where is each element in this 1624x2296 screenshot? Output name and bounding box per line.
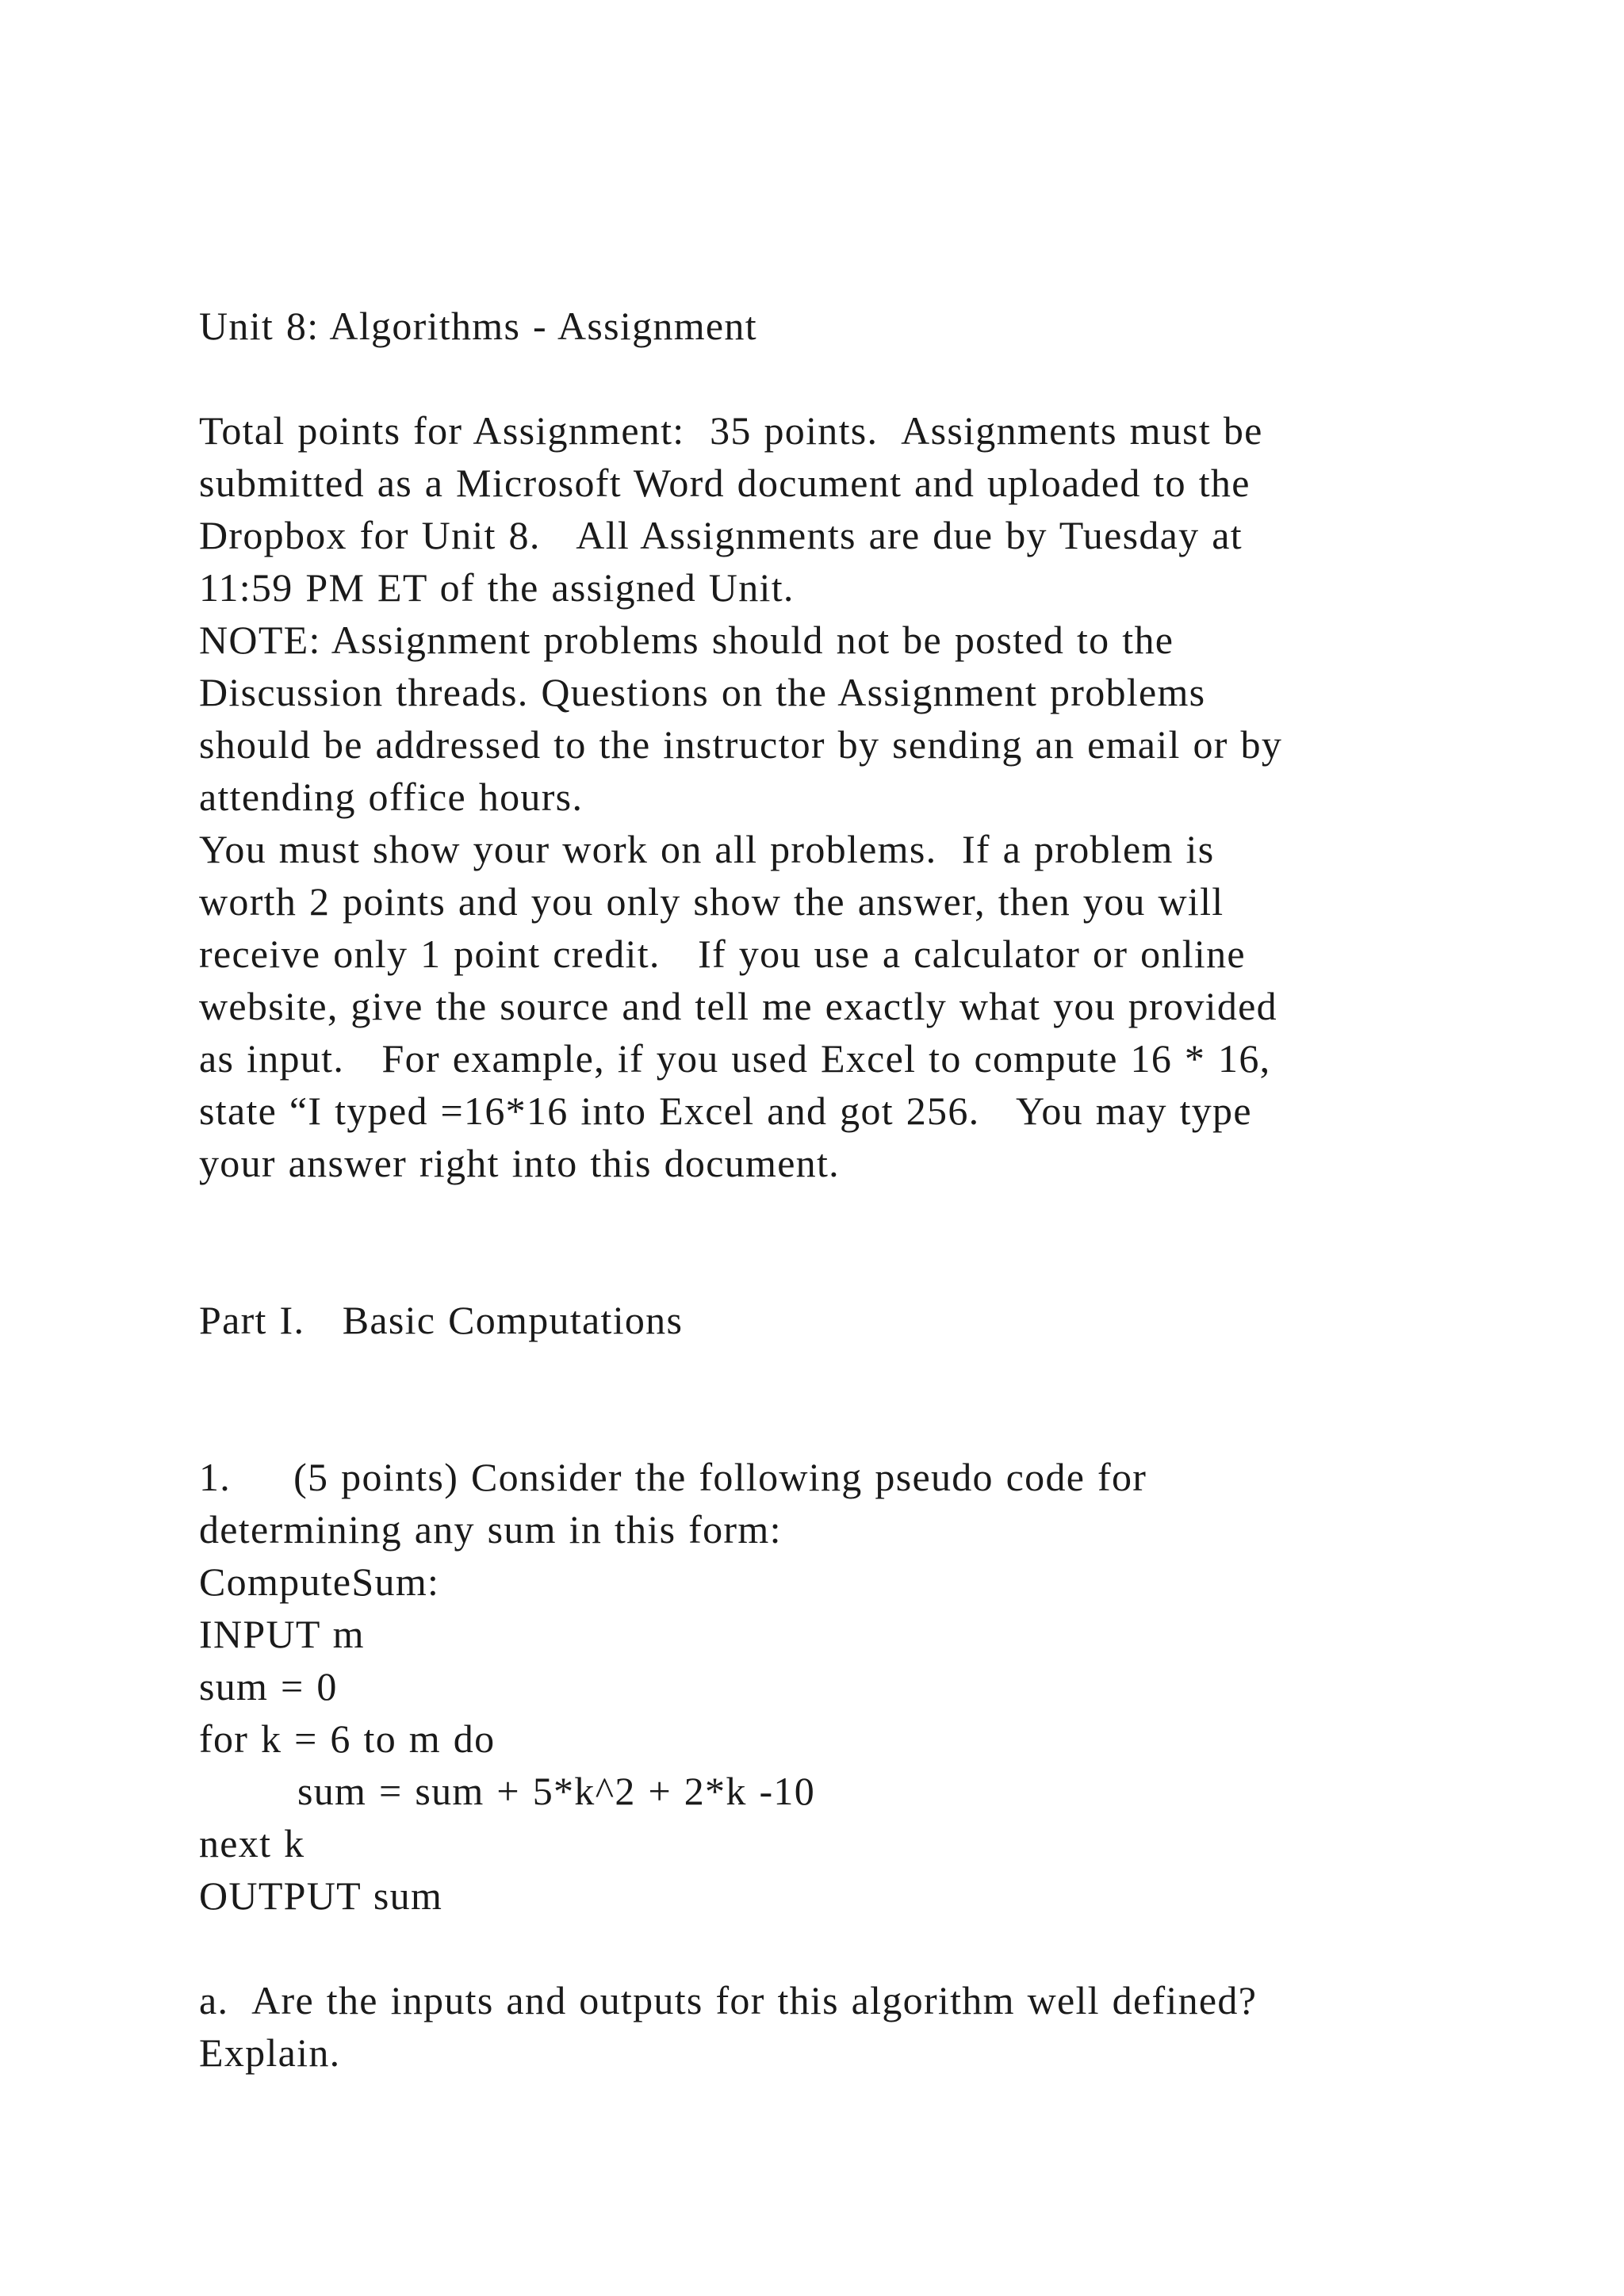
text-line: Dropbox for Unit 8. All Assignments are due by Tuesday at [199,513,1243,557]
code-line: OUTPUT sum [199,1873,443,1918]
problem-text-line: 1. (5 points) Consider the following pseudo code for [199,1455,1147,1499]
text-line: NOTE: Assignment problems should not be posted to the [199,618,1174,662]
text-line: state “I typed =16*16 into Excel and got 256. You may type [199,1089,1252,1133]
text-line: receive only 1 point credit. If you use a calculator or online [199,932,1246,976]
code-line: for k = 6 to m do [199,1716,496,1761]
text-line: website, give the source and tell me exactly what you provided [199,984,1277,1028]
text-line: worth 2 points and you only show the answer, then you will [199,879,1224,924]
text-line: submitted as a Microsoft Word document and uploaded to the [199,461,1251,505]
text-line: Total points for Assignment: 35 points. Assignments must be [199,408,1263,453]
code-line-indented: sum = sum + 5*k^2 + 2*k -10 [297,1769,816,1813]
code-line: next k [199,1821,305,1866]
text-line: as input. For example, if you used Excel to compute 16 * 16, [199,1036,1271,1081]
text-line: your answer right into this document. [199,1141,840,1185]
question-text-line: a. Are the inputs and outputs for this algorithm well defined? [199,1978,1258,2022]
code-line: INPUT m [199,1612,365,1656]
code-line: ComputeSum: [199,1559,440,1604]
question-text-line: Explain. [199,2030,341,2075]
text-line: should be addressed to the instructor by sending an email or by [199,722,1283,767]
document-title: Unit 8: Algorithms - Assignment [199,304,757,348]
text-line: 11:59 PM ET of the assigned Unit. [199,565,795,610]
text-line: attending office hours. [199,775,584,819]
section-heading: Part I. Basic Computations [199,1298,684,1342]
text-line: Discussion threads. Questions on the Assignment problems [199,670,1206,714]
code-line: sum = 0 [199,1664,338,1709]
problem-text-line: determining any sum in this form: [199,1507,782,1552]
text-line: You must show your work on all problems. If a problem is [199,827,1215,871]
